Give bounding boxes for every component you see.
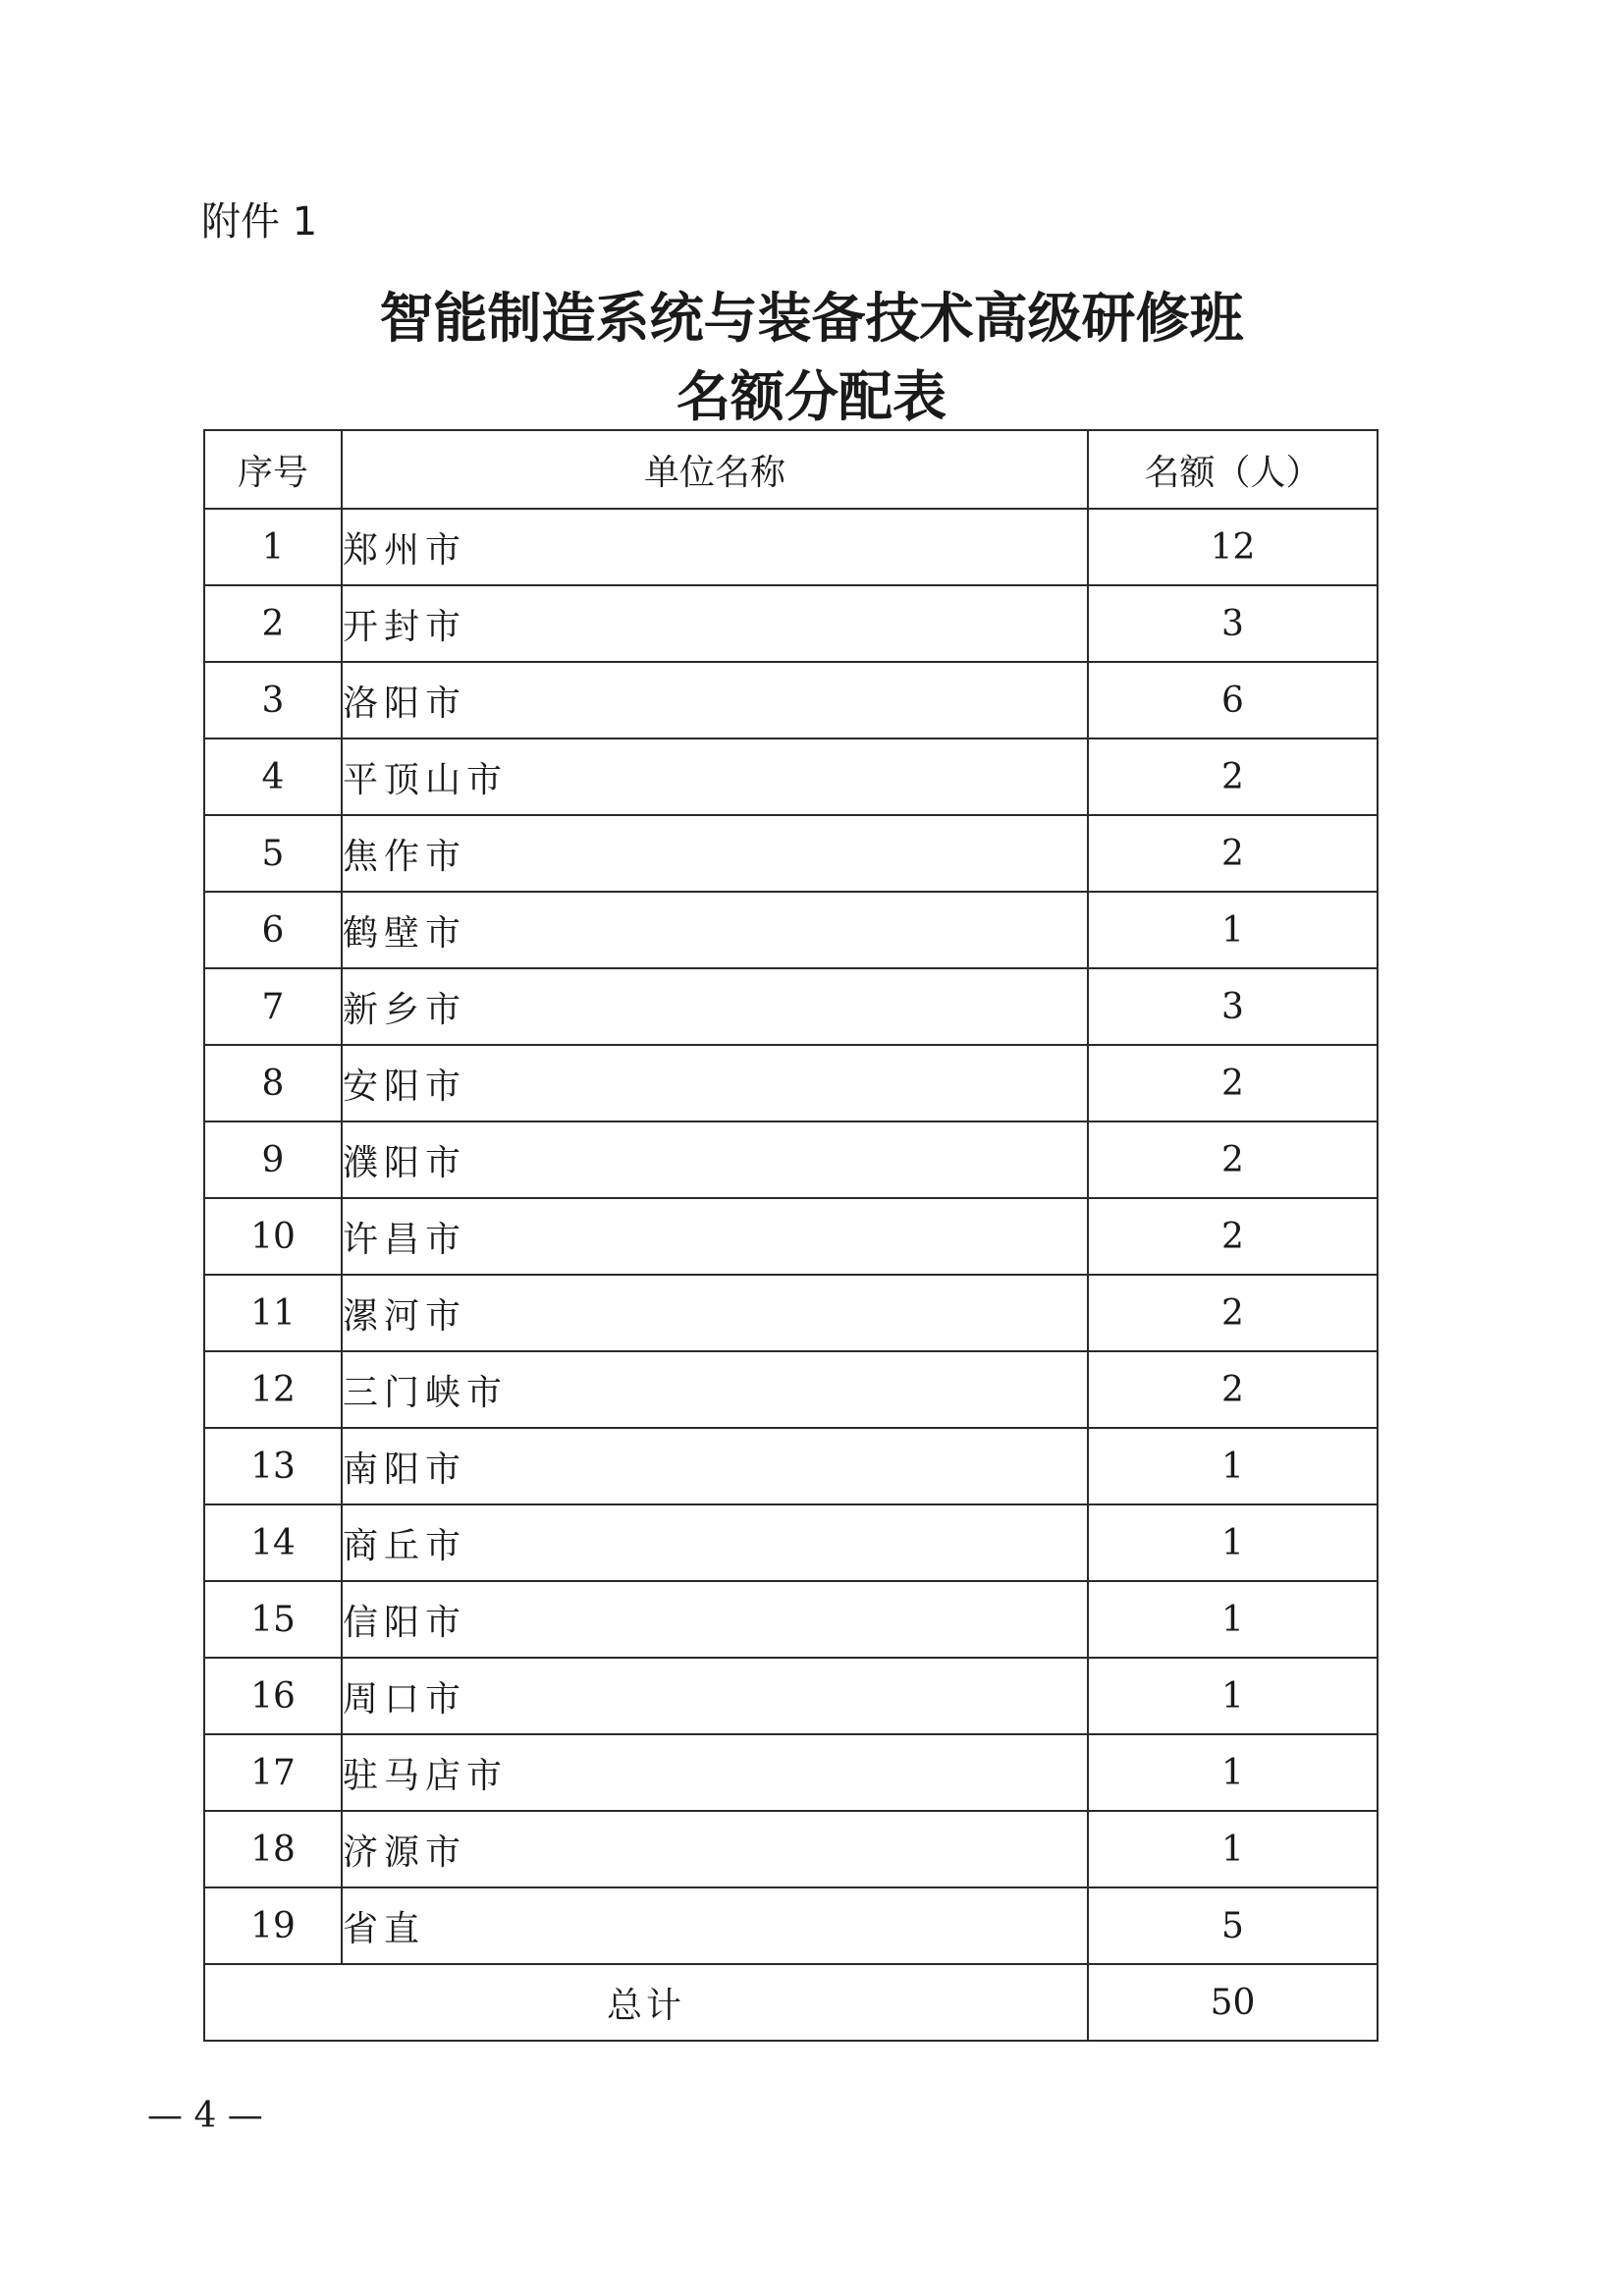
table-row — [204, 1734, 1378, 1811]
table-row — [204, 1658, 1378, 1734]
document-title: 智能制造系统与装备技术高级研修班 — [379, 287, 1244, 350]
row-seq: 10 — [204, 1198, 342, 1275]
row-seq: 3 — [204, 662, 342, 738]
row-quota: 3 — [1088, 968, 1378, 1045]
row-seq: 19 — [204, 1887, 342, 1964]
row-quota: 2 — [1088, 1121, 1378, 1198]
row-quota: 2 — [1088, 1351, 1378, 1428]
row-unit-name: 周口市 — [342, 1658, 1088, 1734]
row-unit-name: 郑州市 — [342, 509, 1088, 585]
row-seq: 8 — [204, 1045, 342, 1121]
attachment-label: 附件 1 — [201, 199, 318, 245]
table-body — [204, 509, 1378, 1964]
row-quota: 1 — [1088, 1658, 1378, 1734]
row-quota: 5 — [1088, 1887, 1378, 1964]
header-seq: 序号 — [204, 430, 342, 509]
row-quota: 12 — [1088, 509, 1378, 585]
table-row — [204, 892, 1378, 968]
table-row — [204, 1504, 1378, 1581]
row-unit-name: 信阳市 — [342, 1581, 1088, 1658]
row-seq: 16 — [204, 1658, 342, 1734]
row-seq: 15 — [204, 1581, 342, 1658]
row-unit-name: 濮阳市 — [342, 1121, 1088, 1198]
row-seq: 4 — [204, 738, 342, 815]
row-unit-name: 南阳市 — [342, 1428, 1088, 1504]
row-seq: 2 — [204, 585, 342, 662]
row-unit-name: 商丘市 — [342, 1504, 1088, 1581]
table-row — [204, 1351, 1378, 1428]
header-quota: 名额（人） — [1088, 430, 1378, 509]
row-seq: 5 — [204, 815, 342, 892]
row-seq: 1 — [204, 509, 342, 585]
row-quota: 2 — [1088, 1045, 1378, 1121]
row-quota: 1 — [1088, 1734, 1378, 1811]
total-quota: 50 — [1088, 1964, 1378, 2041]
table-row — [204, 1045, 1378, 1121]
table-row — [204, 1428, 1378, 1504]
row-quota: 2 — [1088, 1198, 1378, 1275]
table-header-row — [204, 430, 1378, 509]
row-seq: 11 — [204, 1275, 342, 1351]
row-quota: 1 — [1088, 892, 1378, 968]
row-seq: 7 — [204, 968, 342, 1045]
row-quota: 1 — [1088, 1581, 1378, 1658]
row-unit-name: 省直 — [342, 1887, 1088, 1964]
table-row — [204, 662, 1378, 738]
row-quota: 1 — [1088, 1811, 1378, 1887]
row-unit-name: 许昌市 — [342, 1198, 1088, 1275]
row-quota: 2 — [1088, 1275, 1378, 1351]
row-quota: 2 — [1088, 738, 1378, 815]
page-number: — 4 — — [147, 2096, 263, 2136]
row-unit-name: 漯河市 — [342, 1275, 1088, 1351]
table-row — [204, 738, 1378, 815]
row-seq: 18 — [204, 1811, 342, 1887]
row-quota: 2 — [1088, 815, 1378, 892]
row-seq: 12 — [204, 1351, 342, 1428]
table-total-row — [204, 1964, 1378, 2041]
total-label: 总计 — [204, 1964, 1088, 2041]
row-quota: 6 — [1088, 662, 1378, 738]
row-quota: 1 — [1088, 1428, 1378, 1504]
row-seq: 13 — [204, 1428, 342, 1504]
table-row — [204, 1121, 1378, 1198]
header-unit-name: 单位名称 — [342, 430, 1088, 509]
table-row — [204, 1811, 1378, 1887]
document-subtitle: 名额分配表 — [676, 365, 947, 428]
row-unit-name: 安阳市 — [342, 1045, 1088, 1121]
row-unit-name: 三门峡市 — [342, 1351, 1088, 1428]
row-unit-name: 济源市 — [342, 1811, 1088, 1887]
row-unit-name: 焦作市 — [342, 815, 1088, 892]
table-row — [204, 509, 1378, 585]
row-unit-name: 鹤壁市 — [342, 892, 1088, 968]
table-row — [204, 1887, 1378, 1964]
table-row — [204, 1275, 1378, 1351]
row-unit-name: 洛阳市 — [342, 662, 1088, 738]
row-seq: 17 — [204, 1734, 342, 1811]
table-row — [204, 968, 1378, 1045]
table-row — [204, 585, 1378, 662]
row-seq: 14 — [204, 1504, 342, 1581]
row-quota: 1 — [1088, 1504, 1378, 1581]
row-quota: 3 — [1088, 585, 1378, 662]
table-row — [204, 815, 1378, 892]
row-unit-name: 平顶山市 — [342, 738, 1088, 815]
table-row — [204, 1198, 1378, 1275]
row-seq: 9 — [204, 1121, 342, 1198]
row-seq: 6 — [204, 892, 342, 968]
table-row — [204, 1581, 1378, 1658]
row-unit-name: 新乡市 — [342, 968, 1088, 1045]
row-unit-name: 开封市 — [342, 585, 1088, 662]
quota-allocation-table — [203, 429, 1379, 2042]
row-unit-name: 驻马店市 — [342, 1734, 1088, 1811]
